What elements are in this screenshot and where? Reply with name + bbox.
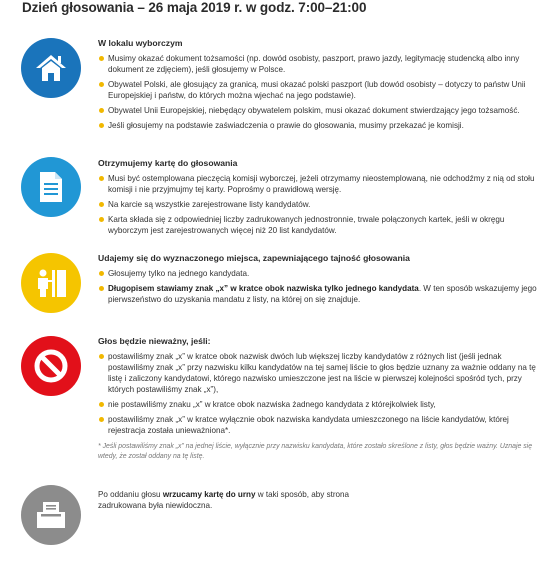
- bullet-icon: [99, 417, 104, 422]
- list-item: Musimy okazać dokument tożsamości (np. dowód osobisty, paszport, prawo jazdy, legitymację studencką albo inny dokument ze zdjęciem), jeśli głosujemy w Polsce.: [98, 53, 538, 75]
- prohibited-icon: [21, 336, 81, 396]
- bullet-icon: [99, 82, 104, 87]
- list-item: nie postawiliśmy znaku „x” w kratce obok nazwiska żadnego kandydata z którejkolwiek listy,: [98, 399, 538, 410]
- document-icon: [21, 157, 81, 217]
- bullet-icon: [99, 217, 104, 222]
- bullet-icon: [99, 56, 104, 61]
- closing-instruction: Po oddaniu głosu wrzucamy kartę do urny w taki sposób, aby strona zadrukowana była niewidoczna.: [98, 490, 350, 510]
- list-item: Jeśli głosujemy na podstawie zaświadczenia o prawie do głosowania, musimy przekazać je komisji.: [98, 120, 538, 131]
- bullet-icon: [99, 202, 104, 207]
- list-item: postawiliśmy znak „x” w kratce obok nazwisk dwóch lub większej liczby kandydatów z różnych list (jeśli jednak postawiliśmy znak „x” przy nazwisku kilku kandydatów na tej samej liście to głos będzie uznany za ważnie oddany na tę listę i zaliczony kandydatowi, którego nazwisko umieszczone jest na liście w pierwszej kolejności spośród tych, przy których postawiliśmy znak „x”),: [98, 351, 538, 395]
- list-item: Na karcie są wszystkie zarejestrowane listy kandydatów.: [98, 199, 538, 210]
- bullet-icon: [99, 286, 104, 291]
- bullet-icon: [99, 123, 104, 128]
- bullet-icon: [99, 108, 104, 113]
- section-heading: W lokalu wyborczym: [98, 38, 183, 48]
- page-title: Dzień głosowania – 26 maja 2019 r. w godz. 7:00–21:00: [22, 0, 367, 15]
- list-item: Długopisem stawiamy znak „x” w kratce obok nazwiska tylko jednego kandydata. W ten sposób wskazujemy jego pierwszeństwo do uzyskania mandatu z listy, na której on się znajduje.: [98, 283, 538, 305]
- list-item: Głosujemy tylko na jednego kandydata.: [98, 268, 538, 279]
- bullet-icon: [99, 402, 104, 407]
- bullet-icon: [99, 271, 104, 276]
- section-heading: Udajemy się do wyznaczonego miejsca, zapewniającego tajność głosowania: [98, 253, 410, 263]
- section-heading: Głos będzie nieważny, jeśli:: [98, 336, 211, 346]
- list-item: postawiliśmy znak „x” w kratce wyłącznie obok nazwiska kandydata umieszczonego na liście kandydatów, której rejestracja została unieważniona*.: [98, 414, 538, 436]
- house-icon: [21, 38, 81, 98]
- bullet-icon: [99, 176, 104, 181]
- ballot-box-icon: [21, 485, 81, 545]
- list-item: Karta składa się z odpowiedniej liczby zadrukowanych jednostronnie, trwale połączonych kartek, jeśli w okręgu wyborczym jest zarejestrowanych więcej niż 20 list kandydatów.: [98, 214, 538, 236]
- list-item: Obywatel Polski, ale głosujący za granicą, musi okazać polski paszport (lub dowód osobisty – dotyczy to państw Unii Europejskiej i państw, do których można wjechać na jego podstawie).: [98, 79, 538, 101]
- section-heading: Otrzymujemy kartę do głosowania: [98, 158, 238, 168]
- list-item: Obywatel Unii Europejskiej, niebędący obywatelem polskim, musi okazać dokument stwierdzający jego tożsamość.: [98, 105, 538, 116]
- voting-booth-icon: [21, 253, 81, 313]
- list-item: Musi być ostemplowana pieczęcią komisji wyborczej, jeżeli otrzymamy nieostemplowaną, nie odchodźmy z nią od stołu komisji i nie przyjmujmy tej karty. Poprośmy o prawidłową wersję.: [98, 173, 538, 195]
- footnote: * Jeśli postawiliśmy znak „x” na jednej liście, wyłącznie przy nazwisku kandydata, które zostało skreślone z listy, głos będzie ważny. Uznaje się wtedy, że został oddany na tę listę.: [98, 443, 533, 460]
- bullet-icon: [99, 354, 104, 359]
